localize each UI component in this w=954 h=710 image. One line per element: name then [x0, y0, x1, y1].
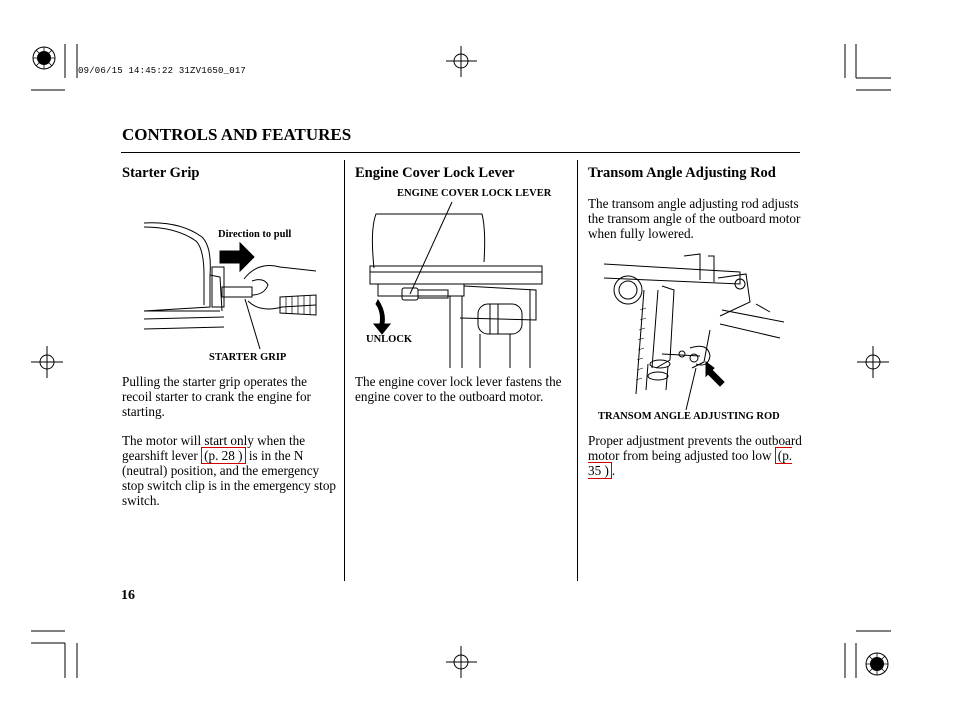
registration-target-icon: [866, 653, 888, 675]
column-divider: [577, 160, 578, 581]
note-text: The motor will start only when the gearshift lever: [122, 433, 306, 463]
transom-angle-adjusting-rod-illustration: [600, 250, 785, 410]
engine-cover-lock-lever-paragraph: The engine cover lock lever fastens the engine cover to the outboard motor.: [355, 374, 562, 404]
transom-adjustment-paragraph: [588, 433, 803, 478]
print-slug: 09/06/15 14:45:22 31ZV1650_017: [78, 66, 247, 76]
transom-angle-paragraph: The transom angle adjusting rod adjusts the transom angle of the outboard motor when fully lowered.: [588, 196, 801, 241]
column-divider: [344, 160, 345, 581]
engine-cover-lock-lever-label: ENGINE COVER LOCK LEVER: [397, 188, 552, 199]
note-text: .: [611, 463, 616, 478]
registration-target-icon: [33, 47, 55, 69]
section-title: CONTROLS AND FEATURES: [122, 125, 352, 144]
page-number: 16: [121, 588, 135, 603]
starter-grip-note-paragraph: [122, 433, 337, 508]
starter-grip-paragraph: Pulling the starter grip operates the recoil starter to crank the engine for starting.: [122, 374, 311, 419]
transom-angle-adjusting-rod-heading: Transom Angle Adjusting Rod: [588, 165, 776, 181]
unlock-label: UNLOCK: [366, 334, 413, 345]
rod-pointer-arrow-icon: [706, 362, 724, 386]
note-text: Proper adjustment prevents the outboard motor from being adjusted too low: [588, 433, 802, 463]
unlock-direction-arrow-icon: [374, 300, 390, 334]
page-28-link[interactable]: (p. 28 ): [201, 447, 245, 464]
transom-angle-adjusting-rod-label: TRANSOM ANGLE ADJUSTING ROD: [598, 411, 780, 422]
direction-to-pull-label: Direction to pull: [218, 229, 292, 240]
engine-cover-lock-lever-heading: Engine Cover Lock Lever: [355, 165, 515, 181]
starter-grip-label: STARTER GRIP: [209, 352, 287, 363]
starter-grip-heading: Starter Grip: [122, 165, 200, 181]
page-35-link[interactable]: (p. 35 ): [588, 448, 793, 478]
note-text: is in the N (neutral) position, and the emergency stop switch clip is in the emergency stop switch.: [122, 448, 337, 508]
header-rule: [121, 152, 800, 153]
pull-direction-arrow-icon: [220, 243, 254, 271]
